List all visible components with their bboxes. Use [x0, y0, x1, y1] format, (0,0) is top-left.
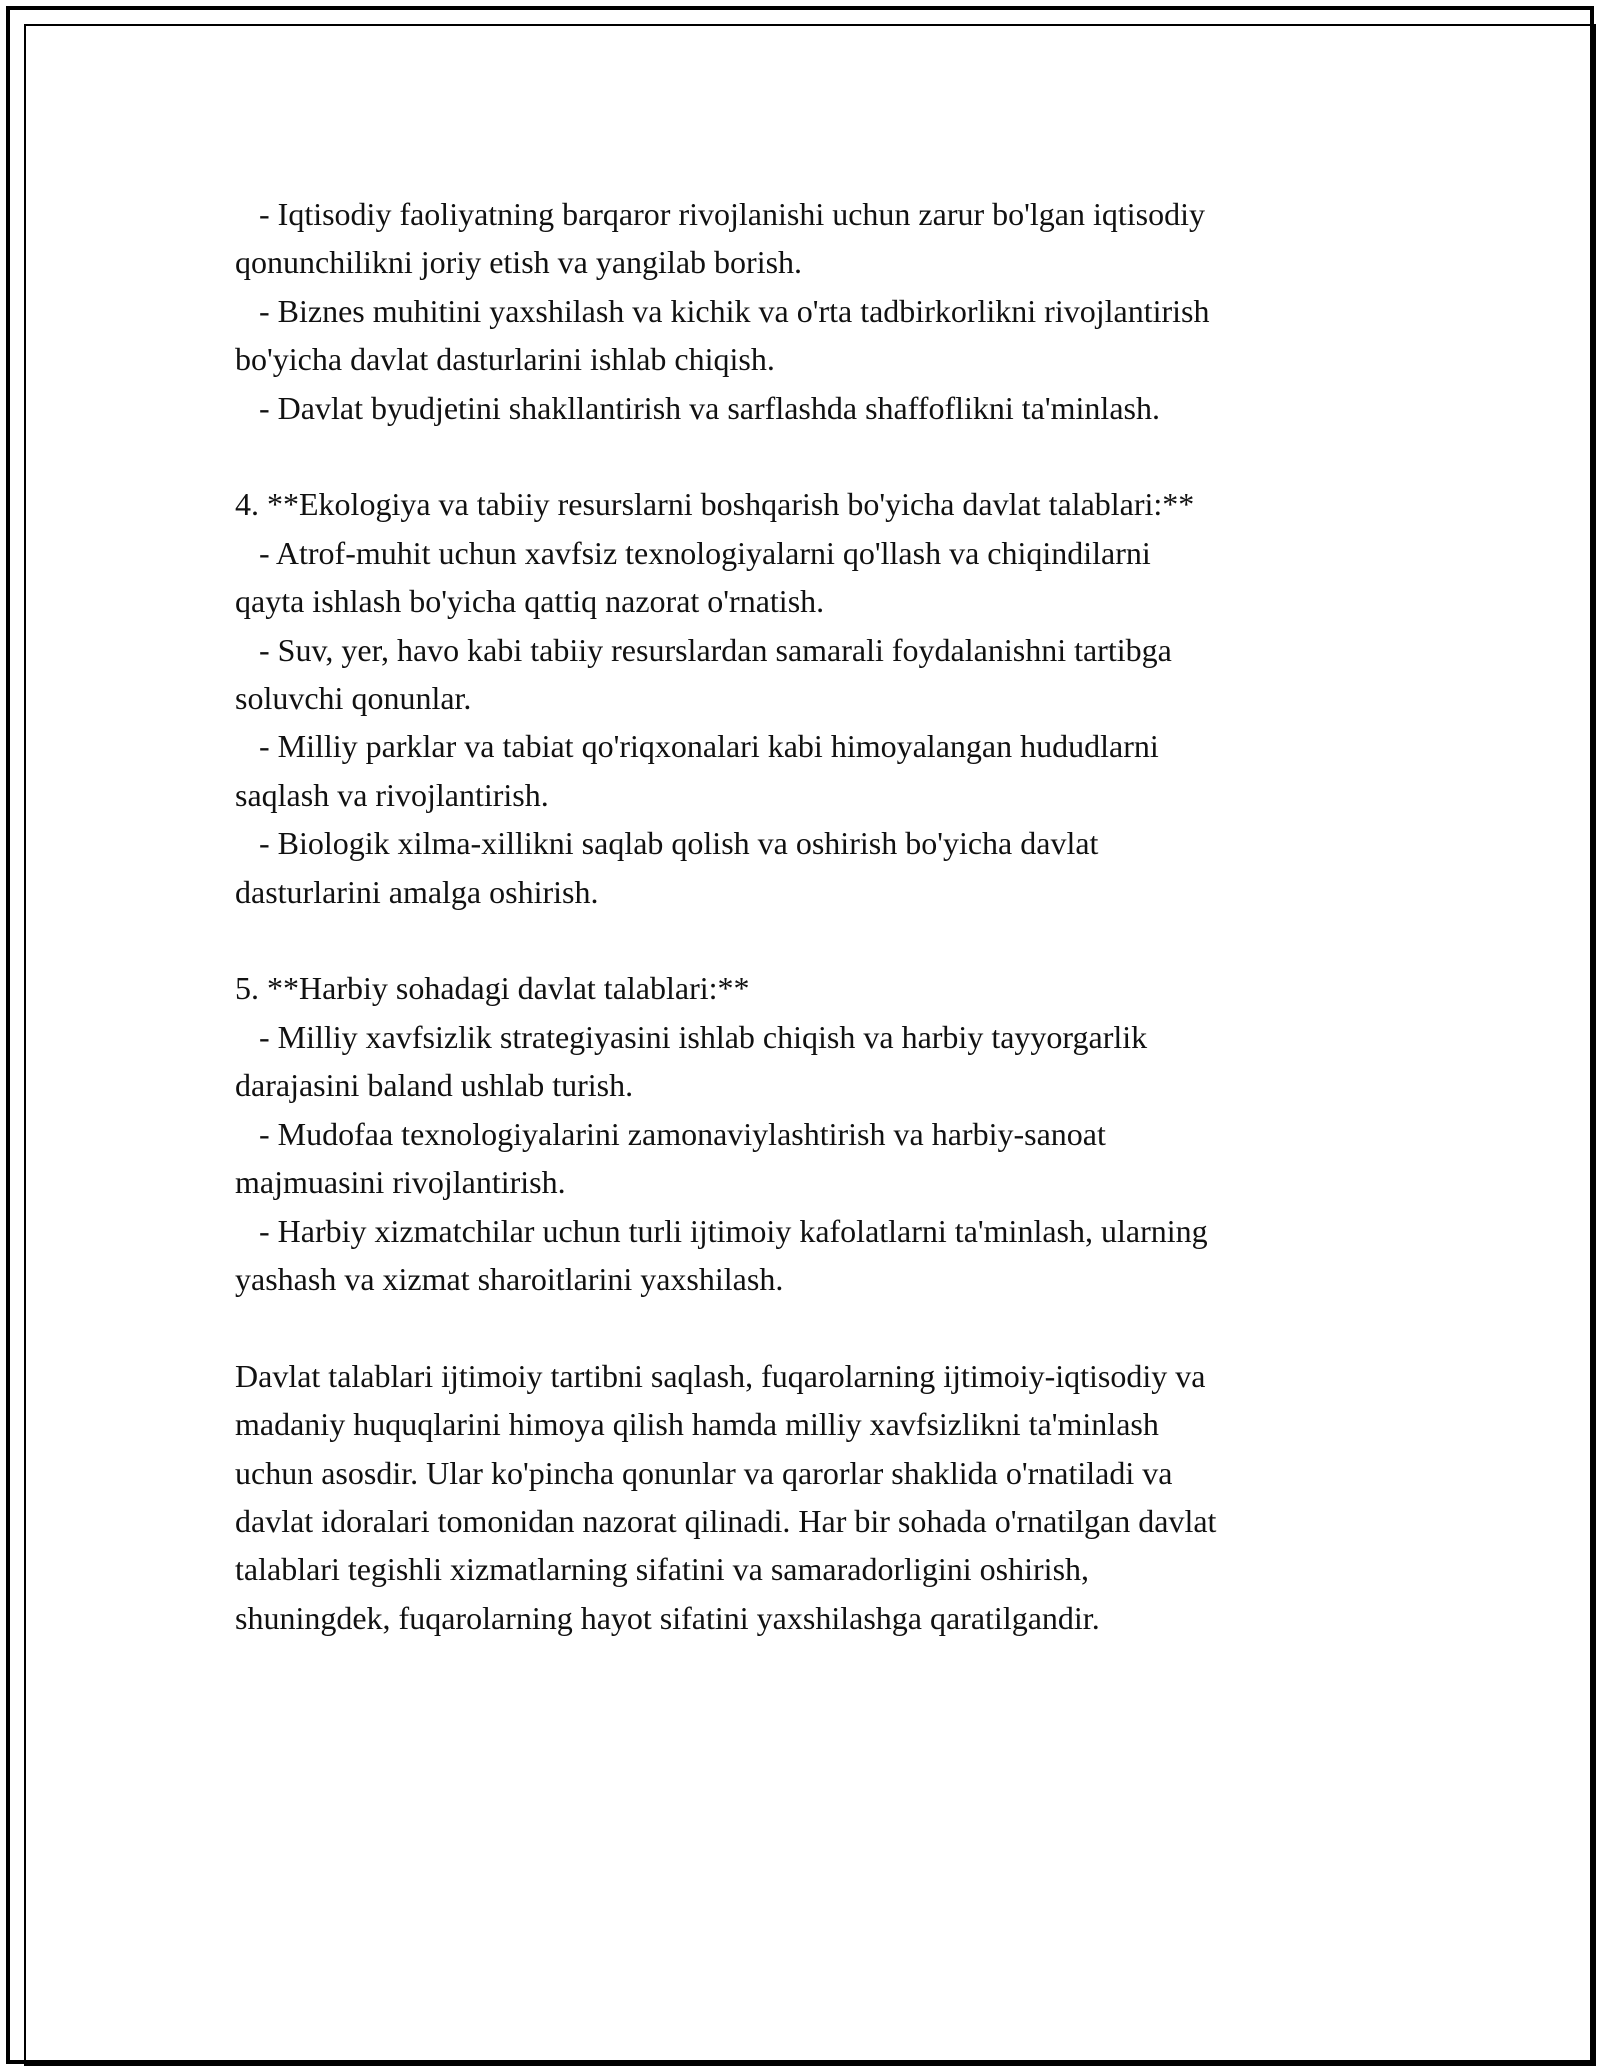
text-line: - Harbiy xizmatchilar uchun turli ijtimoiy kafolatlarni ta'minlash, ularning [235, 1212, 1208, 1249]
section-heading: 5. **Harbiy sohadagi davlat talablari:** [235, 970, 750, 1007]
military-requirements-section [235, 964, 1370, 1303]
text-line: majmuasini rivojlantirish. [235, 1164, 566, 1201]
text-line: qonunchilikni joriy etish va yangilab borish. [235, 244, 803, 281]
text-line: - Suv, yer, havo kabi tabiiy resurslardan samarali foydalanishni tartibga [235, 631, 1172, 668]
text-line: - Biznes muhitini yaxshilash va kichik va o'rta tadbirkorlikni rivojlantirish [235, 292, 1210, 329]
text-line: - Atrof-muhit uchun xavfsiz texnologiyalarni qo'llash va chiqindilarni [235, 534, 1151, 571]
text-line: davlat idoralari tomonidan nazorat qilinadi. Har bir sohada o'rnatilgan davlat [235, 1502, 1217, 1539]
text-line: uchun asosdir. Ular ko'pincha qonunlar va qarorlar shaklida o'rnatiladi va [235, 1454, 1173, 1491]
conclusion-paragraph [235, 1352, 1370, 1642]
text-line: dasturlarini amalga oshirish. [235, 873, 599, 910]
text-line: saqlash va rivojlantirish. [235, 776, 549, 813]
text-line: soluvchi qonunlar. [235, 680, 472, 717]
text-line: - Biologik xilma-xillikni saqlab qolish va oshirish bo'yicha davlat [235, 825, 1099, 862]
text-line: yashash va xizmat sharoitlarini yaxshilash. [235, 1260, 784, 1297]
document-body [235, 190, 1370, 1642]
text-line: shuningdek, fuqarolarning hayot sifatini yaxshilashga qaratilgandir. [235, 1599, 1100, 1636]
text-line: Davlat talablari ijtimoiy tartibni saqlash, fuqarolarning ijtimoiy-iqtisodiy va [235, 1357, 1206, 1394]
section-heading: 4. **Ekologiya va tabiiy resurslarni boshqarish bo'yicha davlat talablari:** [235, 486, 1195, 523]
text-line: bo'yicha davlat dasturlarini ishlab chiqish. [235, 341, 775, 378]
text-line: - Milliy parklar va tabiat qo'riqxonalari kabi himoyalangan hududlarni [235, 728, 1159, 765]
paragraph-gap [235, 916, 1370, 964]
text-line: talablari tegishli xizmatlarning sifatini va samaradorligini oshirish, [235, 1551, 1090, 1588]
paragraph-gap [235, 432, 1370, 480]
text-line: - Davlat byudjetini shakllantirish va sarflashda shaffoflikni ta'minlash. [235, 389, 1160, 426]
text-line: - Iqtisodiy faoliyatning barqaror rivojlanishi uchun zarur bo'lgan iqtisodiy [235, 196, 1205, 232]
text-line: qayta ishlash bo'yicha qattiq nazorat o'rnatish. [235, 583, 825, 620]
economic-requirements-continued [235, 190, 1370, 432]
text-line: - Milliy xavfsizlik strategiyasini ishlab chiqish va harbiy tayyorgarlik [235, 1018, 1148, 1055]
text-line: - Mudofaa texnologiyalarini zamonaviylashtirish va harbiy-sanoat [235, 1115, 1106, 1152]
text-line: madaniy huquqlarini himoya qilish hamda milliy xavfsizlikni ta'minlash [235, 1406, 1159, 1443]
text-line: darajasini baland ushlab turish. [235, 1067, 634, 1104]
paragraph-gap [235, 1303, 1370, 1351]
ecology-requirements-section [235, 480, 1370, 916]
